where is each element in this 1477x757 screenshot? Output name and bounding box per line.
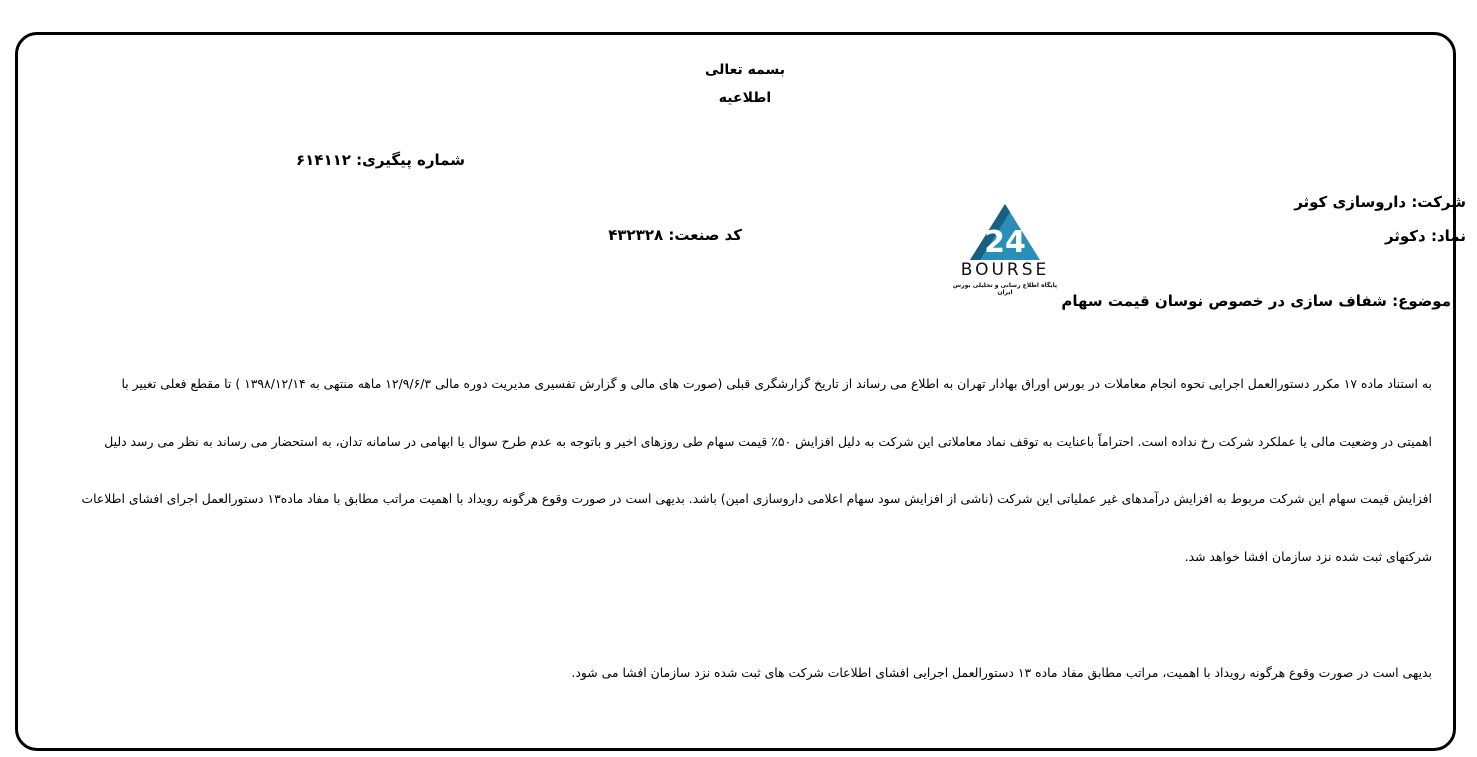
bourse-logo-icon bbox=[950, 202, 1060, 262]
document-type-heading: اطلاعیه bbox=[718, 90, 772, 106]
subject bbox=[1061, 292, 1451, 310]
industry-code-label: کد صنعت: bbox=[668, 226, 742, 244]
company-name-value: داروسازی کوثر bbox=[1294, 193, 1407, 211]
body-footer: بدیهی است در صورت وقوع هرگونه رویداد با اهمیت، مراتب مطابق مفاد ماده ۱۳ دستورالعمل اجرایی افشای اطلاعات شرکت های ثبت شده نزد سازمان افشا می شود. bbox=[571, 665, 1432, 680]
tracking-value: ۶۱۴۱۱۲ bbox=[295, 151, 351, 169]
company-symbol-label: نماد: bbox=[1430, 227, 1466, 245]
industry-code-value: ۴۳۲۳۲۸ bbox=[608, 226, 664, 244]
tracking-number bbox=[296, 151, 465, 169]
basmala-heading: بسمه تعالی bbox=[704, 62, 786, 78]
company-symbol bbox=[1385, 227, 1466, 245]
industry-code bbox=[608, 226, 742, 244]
svg-text:24: 24 bbox=[984, 225, 1026, 260]
bourse-logo bbox=[950, 202, 1060, 294]
company-name-label: شرکت: bbox=[1411, 193, 1466, 211]
body-line-4: شرکتهای ثبت شده نزد سازمان افشا خواهد شد. bbox=[1184, 549, 1432, 564]
bourse-logo-text: BOURSE bbox=[960, 260, 1050, 280]
subject-value: شفاف سازی در خصوص نوسان قیمت سهام bbox=[1061, 292, 1387, 310]
company-symbol-value: دکوثر bbox=[1384, 227, 1426, 245]
company-name bbox=[1294, 193, 1466, 211]
body-line-2: اهمیتی در وضعیت مالی یا عملکرد شرکت رخ نداده است. احتراماً باعنایت به توقف نماد معاملاتی این شرکت به دلیل افزایش ۵۰٪ قیمت سهام طی روزهای اخیر و باتوجه به عدم طرح سوال یا ابهامی در سامانه تدان، به استحضار می رساند به نظر می رسد دلیل bbox=[104, 434, 1432, 449]
body-line-1: به استناد ماده ۱۷ مکرر دستورالعمل اجرایی نحوه انجام معاملات در بورس اوراق بهادار تهران به اطلاع می رساند از تاریخ گزارشگری قبلی (صورت های مالی و گزارش تفسیری مدیریت دوره مالی ۱۲/۹/۶/۳ ماهه منتهی به ۱۳۹۸/۱۲/۱۴ ) تا مقطع فعلی تغییر با bbox=[121, 376, 1432, 391]
subject-label: موضوع: bbox=[1392, 292, 1451, 310]
body-line-3: افزایش قیمت سهام این شرکت مربوط به افزایش درآمدهای غیر عملیاتی این شرکت (ناشی از افزایش سود سهام اعلامی داروسازی امین) باشد. بدیهی است در صورت وقوع هرگونه رویداد با اهمیت مراتب مطابق با مفاد ماده۱۳ دستورالعمل اجرای افشای اطلاعات bbox=[81, 491, 1432, 506]
tracking-label: شماره پیگیری: bbox=[356, 151, 465, 169]
document-frame bbox=[15, 32, 1456, 751]
bourse-logo-subtitle: پایگاه اطلاع رسانی و تحلیلی بورس ایران bbox=[952, 282, 1058, 296]
